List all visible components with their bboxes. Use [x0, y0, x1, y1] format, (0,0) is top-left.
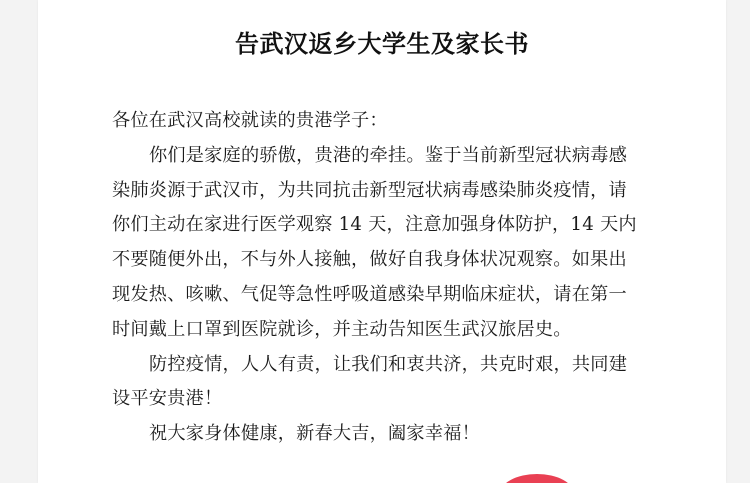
paragraph-line: 染肺炎源于武汉市，为共同抗击新型冠状病毒感染肺炎疫情，请	[112, 179, 627, 201]
document-title: 告武汉返乡大学生及家长书	[235, 29, 529, 58]
closing-line: 祝大家身体健康，新春大吉，阖家幸福！	[149, 423, 480, 445]
paragraph-line: 现发热、咳嗽、气促等急性呼吸道感染早期临床症状，请在第一	[112, 283, 627, 305]
salutation-line: 各位在武汉高校就读的贵港学子：	[112, 110, 388, 131]
paragraph-line: 你们是家庭的骄傲，贵港的牵挂。鉴于当前新型冠状病毒感	[149, 144, 628, 166]
document-page	[38, 0, 726, 483]
paragraph-line: 设平安贵港！	[112, 388, 223, 410]
document-body	[112, 104, 657, 452]
paragraph-line: 你们主动在家进行医学观察 14 天，注意加强身体防护，14 天内	[112, 214, 637, 236]
official-seal	[500, 474, 574, 483]
paragraph-line: 防控疫情，人人有责，让我们和衷共济，共克时艰，共同建	[149, 353, 628, 375]
paragraph-line: 不要随便外出，不与外人接触，做好自我身体状况观察。如果出	[112, 249, 627, 271]
paragraph-line: 时间戴上口罩到医院就诊，并主动告知医生武汉旅居史。	[112, 318, 572, 340]
